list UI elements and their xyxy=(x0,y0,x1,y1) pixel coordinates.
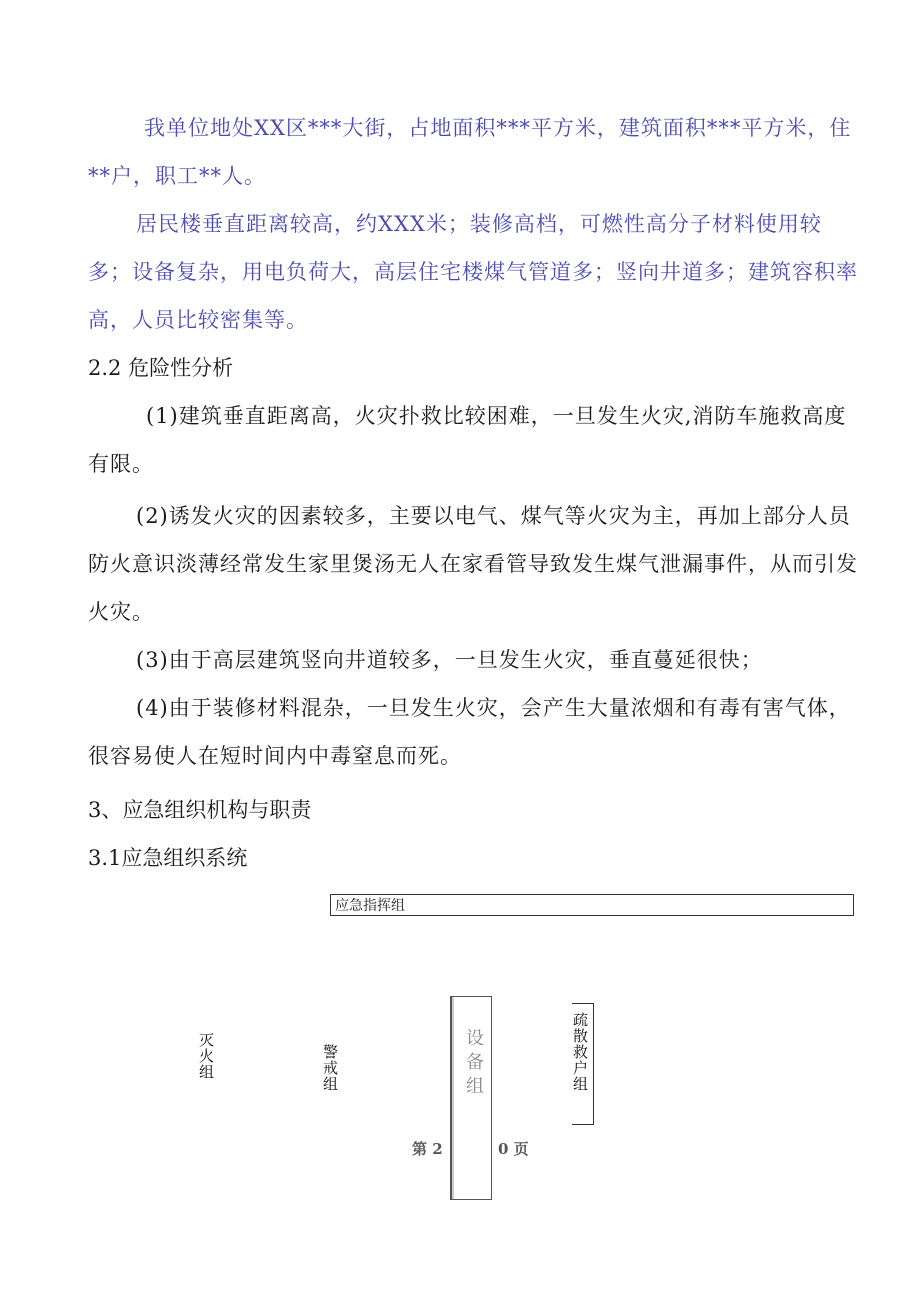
paragraph-site-info: 我单位地处XX区***大街，占地面积***平方米，建筑面积***平方米，住**户，职工**人。 xyxy=(88,116,852,188)
risk-item-2: (2)诱发火灾的因素较多，主要以电气、煤气等火灾为主，再加上部分人员防火意识淡薄经常发生家里煲汤无人在家看管导致发生煤气泄漏事件，从而引发火灾。 xyxy=(88,504,858,624)
equipment-group-label: 设备组 xyxy=(463,1028,484,1100)
heading-org-system: 3.1应急组织系统 xyxy=(88,846,248,870)
risk-item-3: (3)由于高层建筑竖向井道较多，一旦发生火灾，垂直蔓延很快； xyxy=(136,648,763,672)
evacuation-group-label: 疏散救户组 xyxy=(571,1012,589,1092)
risk-item-1: (1)建筑垂直距离高，火灾扑救比较困难，一旦发生火灾,消防车施救高度有限。 xyxy=(88,404,847,476)
command-group-box: 应急指挥组 xyxy=(330,894,854,916)
alert-group-label: 警戒组 xyxy=(321,1044,339,1092)
heading-emergency-org: 3、应急组织机构与职责 xyxy=(88,798,312,822)
page-number-suffix: 0 页 xyxy=(498,1140,529,1158)
risk-item-4: (4)由于装修材料混杂，一旦发生火灾，会产生大量浓烟和有毒有害气体，很容易使人在短时间内中毒窒息而死。 xyxy=(88,696,851,768)
heading-risk-analysis: 2.2 危险性分析 xyxy=(88,356,234,380)
fire-group-label: 灭火组 xyxy=(197,1032,215,1080)
page-number-prefix: 第 2 xyxy=(412,1140,443,1158)
paragraph-building-features: 居民楼垂直距离较高，约XXX米；装修高档，可燃性高分子材料使用较多；设备复杂，用电负荷大，高层住宅楼煤气管道多；竖向井道多；建筑容积率高，人员比较密集等。 xyxy=(88,212,858,332)
